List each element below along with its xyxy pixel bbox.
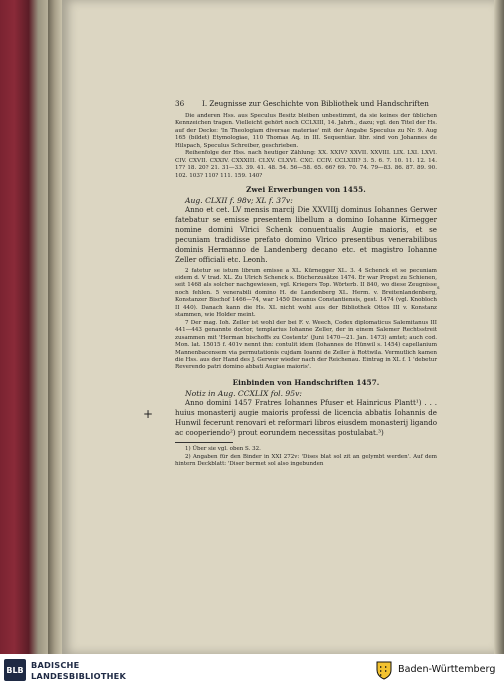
logo-text: BLB (6, 665, 24, 675)
page-body (175, 113, 437, 468)
paragraph-manuscript-list: Reihenfolge der Hss. nach heutiger Zählung: XX. XXIV? XXVII. XXVIII. LIX. LXI. LXVI. CIV. CXVII. CXXIV. CXXXIII. CLXV. CLXVI. CXC. CCIV. CCLXIII? 3. 5. 6. 7. 10. 11. 12. 14. 17? 18. 20? 21. 31—33. 39. 41. 48. 54. 56—58. 65. 66? 69. 70. 74. 79—83. 86. 87. 89. 90. 102. 103? 110? 111. 159. 140? (175, 150, 437, 179)
footnote-2: 2) Angaben für den Binder in XXI 272v: 'Dises blat sol zit an gelymbt werden'. Auf dem hintern Deckblatt: 'Diser bermet sol also ingebunden (175, 453, 437, 467)
viewer-footer (0, 654, 504, 686)
critical-notes-1: 2 fatetur se istum librum emisse a XL. Kürnegger XL. 3. 4 Schenck et se pecuniam eidem d. V trad. XL. Zu Ulrich Schenck s. Bücherzusätze 1474. Er war Propst zu Schienen, seit 1468 als solcher nachgewiesen, vgl. Kriegers Top. Wörterb. II 840, wo diese Zeugnisse noch fehlen. 5 venerabili domino H. de Landenberg XL. Herm. v. Breitenlandenberg, Konstanzer Bischof 1466—74, war 1450 Decanus Constantiensis, gest. 1474 (vgl. Knobloch II 440). Danach kann die Hs. XL nicht wohl aus der Bibliothek Ottos III v. Konstanz stammen, wie Holder meint. (175, 267, 437, 319)
state-coat-of-arms-icon (374, 660, 394, 680)
right-page-edge (494, 0, 504, 654)
paragraph-provenance: Die anderen Hss. aus Speculus Besitz bleiben unbestimmt, da sie keines der üblichen Kennzeichen tragen. Vielleicht gehört noch CCLXIII, 14. Jahrh., dazu; vgl. den Titel der Hs. auf der Decke: 'In Theologiam diversae materiae' mit der Angabe Speculus zu Nr. 9. Aug 165 (bildet) Etymologiae, 110 Thomas Aq. in III. Sequentiar. libr. sind von Johannes de Hilspach, Speculus Schreiber, geschrieben. (175, 113, 437, 149)
header-title: I. Zeugnisse zur Geschichte von Bibliothek und Handschriften (202, 99, 429, 108)
section-text-1455: Anno et cet. LV mensis marcij Die XXVIIIj dominus Iohannes Gerwer fatebatur se emisse presentem libellum a domino Iohanne Kirnegger nomine domini Vlrici Schenk conuentualis Augie maioris, et se pecuniam tradidisse prefato domino Vlrico presentibus venerabilibus dominis Hermanno de Landenberg decano etc. et magistro Iohanne Zeller officiali etc. Leonh. (175, 205, 437, 264)
left-page-edge (0, 0, 48, 654)
page-number: 36 (175, 99, 185, 108)
library-name-line1: BADISCHE (31, 660, 80, 670)
crosshair-mark-icon: + (143, 407, 154, 421)
book-gutter (48, 0, 62, 654)
section-reference-1455: Aug. CLXII f. 98v; XL f. 37v: (185, 196, 293, 206)
state-name[interactable]: Baden-Württemberg (398, 664, 496, 675)
footnote-1: 1) Über sie vgl. oben S. 32. (185, 446, 261, 453)
margin-mark: s (437, 285, 440, 291)
section-text-1457: Anno domini 1457 Fratres Iohannes Pfuser et Hainricus Plantt¹) . . . huius monasterij augie maioris professi de licencia abbatis Iohannis de Hunwil fecerunt renovari et reformari libros eiusdem monasterij ligando ac cooperiendo²) prout eorundem necessitas postulabat.³) (175, 397, 437, 437)
section-heading-1457: Einbinden von Handschriften 1457. (232, 377, 380, 387)
section-reference-1457: Notiz in Aug. CCXLIX fol. 95v: (185, 388, 302, 398)
section-heading-1455: Zwei Erwerbungen von 1455. (246, 185, 366, 195)
library-name-line2: LANDESBIBLIOTHEK (31, 671, 127, 681)
blb-logo-icon[interactable] (4, 659, 26, 681)
critical-notes-2: 7 Der mag. Ioh. Zeller ist wohl der bei F. v. Weech, Codex diplomaticus Salemitanus III 441—443 genannte doctor, templarius Iohanne Zeller, der in einem Salemer Rechtsstreit zusammen mit 'Herman bischoffs zu Costentz' (Juni 1470—21. Jan. 1473) amtet; auch cod. Mon. lat. 15015 f. 401v nennt ihn: contulit idem (Iohannes de Hünwil s. 1454) capellanium Mannenbacensem via permutationis cujdam Ioanni de Zeller à Rottwila. Vermutlich kamen die Hss. aus der Hand des J. Gerwer wieder nach der Reichenau. Eintrag in XL f. 1 'debetur Reverendo patri domino abbati Augiae maioris'. (175, 319, 437, 371)
